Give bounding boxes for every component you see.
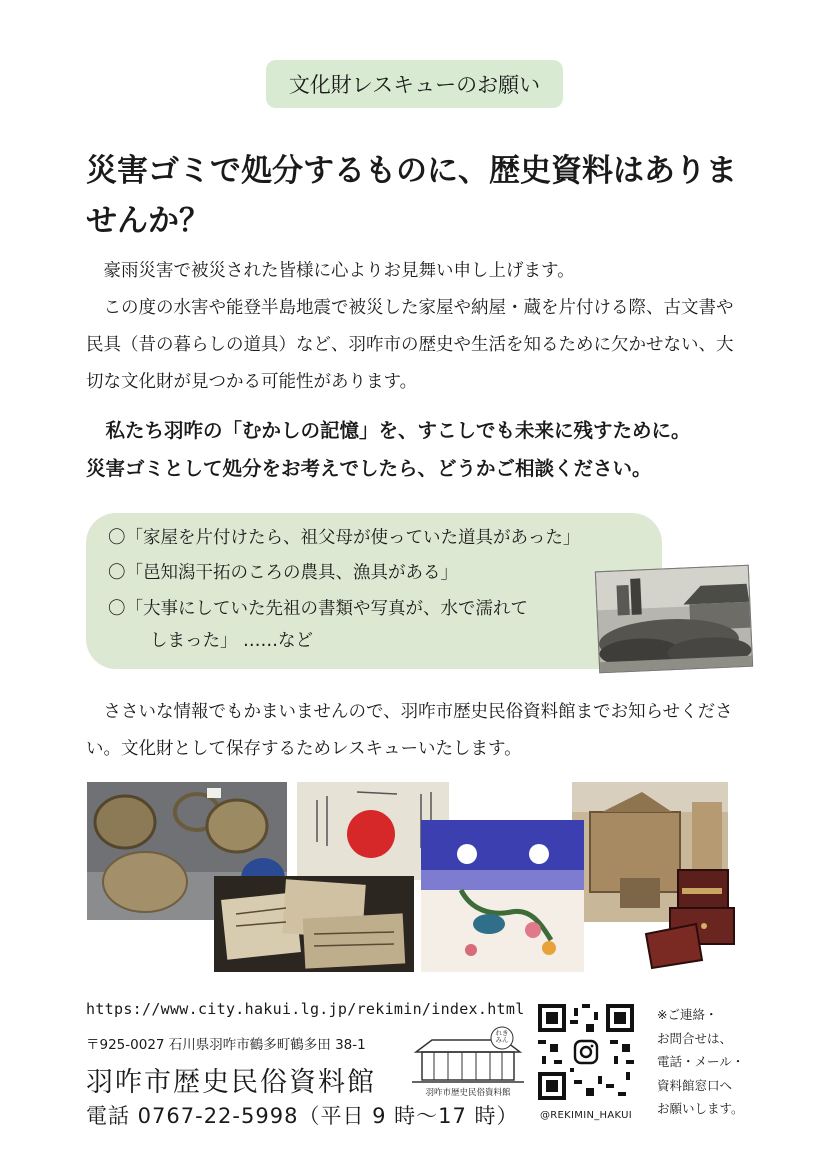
appeal-line-1: 私たち羽咋の「むかしの記憶」を、すこしでも未来に残すために。 <box>105 419 691 442</box>
instagram-handle[interactable]: @REKIMIN_HAKUI <box>540 1110 632 1121</box>
logo-badge-label: れき みん <box>495 1029 509 1044</box>
documents-photo <box>214 876 414 972</box>
old-group-photo <box>595 565 753 674</box>
example-item-3-cont: しまった」 ……など <box>150 631 314 651</box>
contact-note <box>657 1003 757 1121</box>
example-item-2: 〇「邑知潟干拓のころの農具、漁具がある」 <box>108 563 458 583</box>
instagram-icon <box>570 1036 602 1068</box>
qr-code[interactable] <box>538 1004 634 1100</box>
request-text <box>86 694 746 768</box>
page-title: 災害ゴミで処分するものに、歴史資料はありませんか？ <box>86 153 737 239</box>
contact-note-line-3: 電話・メール・ <box>657 1054 745 1069</box>
appeal-line-2: 災害ゴミとして処分をお考えでしたら、どうかご相談ください。 <box>86 457 652 480</box>
lacquer-box-photo <box>642 864 742 970</box>
intro-paragraph-1: 豪雨災害で被災された皆様に心よりお見舞い申し上げます。 <box>103 261 575 281</box>
museum-logo <box>410 1026 526 1100</box>
request-paragraph: ささいな情報でもかまいませんので、羽咋市歴史民俗資料館までお知らせください。文化財として保存するためレスキューいたします。 <box>86 702 733 759</box>
kimono-photo <box>421 820 584 972</box>
section-tag <box>266 60 563 108</box>
section-tag-label: 文化財レスキューのお願い <box>288 73 541 97</box>
contact-note-line-5: お願いします。 <box>657 1101 744 1116</box>
examples-box <box>86 513 662 669</box>
intro-paragraph-2: この度の水害や能登半島地震で被災した家屋や納屋・蔵を片付ける際、古文書や民具（昔の暮らしの道具）など、羽咋市の歴史や生活を知るために欠かせない、大切な文化財が見つかる可能性があります。 <box>86 298 734 392</box>
example-item-1: 〇「家屋を片付けたら、祖父母が使っていた道具があった」 <box>108 528 581 548</box>
contact-note-line-1: ※ご連絡・ <box>657 1007 718 1022</box>
logo-caption: 羽咋市歴史民俗資料館 <box>425 1088 511 1098</box>
museum-name: 羽咋市歴史民俗資料館 <box>86 1067 376 1098</box>
contact-note-line-4: 資料館窓口へ <box>657 1077 733 1093</box>
intro-text <box>86 253 746 401</box>
website-url[interactable]: https://www.city.hakui.lg.jp/rekimin/index.html <box>86 1000 525 1018</box>
appeal-text <box>86 412 766 488</box>
phone-number: 電話 0767-22-5998（平日 9 時～17 時） <box>86 1104 519 1128</box>
postal-address: 〒925-0027 石川県羽咋市鶴多町鶴多田 38-1 <box>86 1037 366 1053</box>
contact-note-line-2: お問合せは、 <box>657 1030 733 1046</box>
example-item-3: 〇「大事にしていた先祖の書類や写真が、水で濡れて <box>108 599 528 619</box>
